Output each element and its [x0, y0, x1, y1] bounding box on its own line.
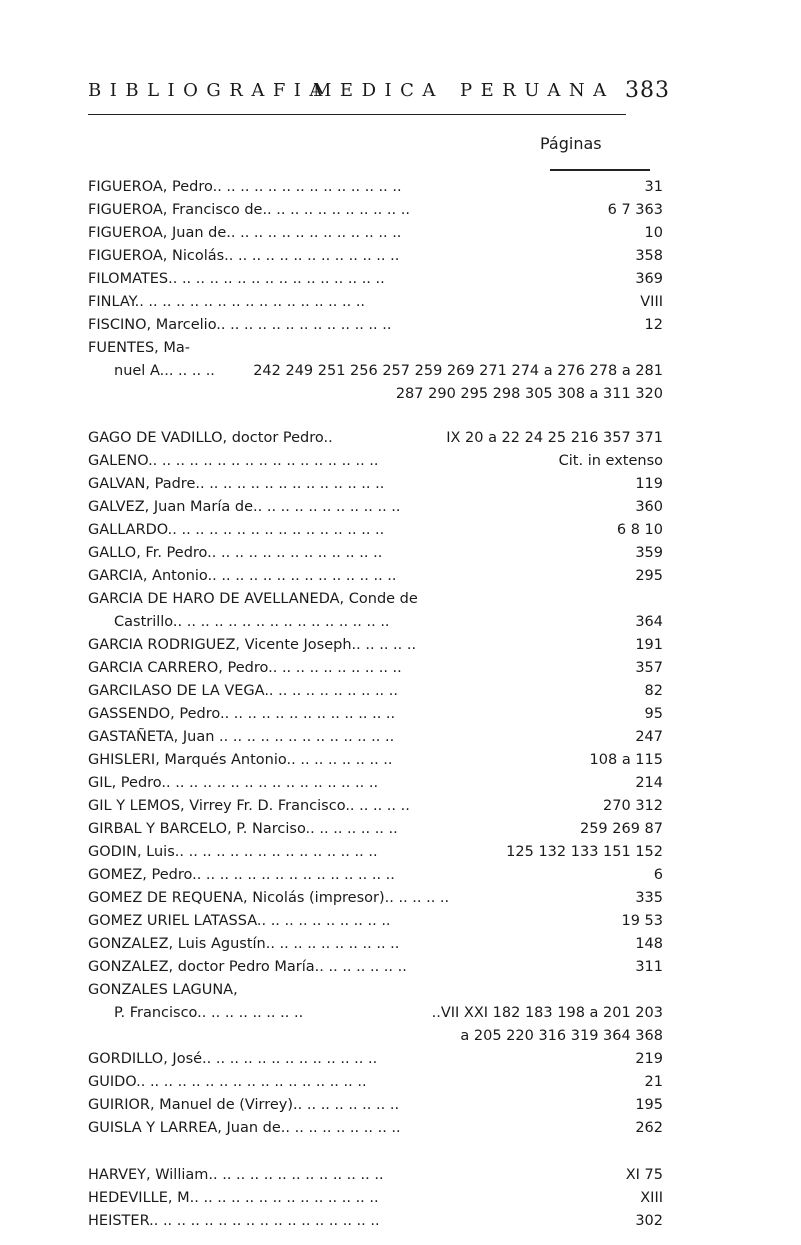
header-rule — [88, 114, 626, 115]
index-entry — [88, 268, 663, 291]
entry-pages: 12 — [644, 317, 663, 333]
index-entry — [88, 749, 663, 772]
index-entry — [88, 1210, 663, 1233]
entry-name: GORDILLO, José.. .. .. .. .. .. .. .. .. .. .. .. .. — [88, 1051, 378, 1067]
index-entry — [88, 1071, 663, 1094]
index-entry — [88, 542, 663, 565]
index-entry — [88, 473, 663, 496]
index-entry — [88, 519, 663, 542]
entry-name: FUENTES, Ma- — [88, 340, 191, 356]
entry-pages: 6 8 10 — [616, 522, 663, 538]
entry-name: GALLARDO.. .. .. .. .. .. .. .. .. .. .. .. .. .. .. .. — [88, 522, 385, 538]
entry-pages: 191 — [635, 637, 663, 653]
header-title-3: PERUANA — [460, 80, 615, 101]
entry-pages: 219 — [635, 1051, 663, 1067]
index-entry — [88, 657, 663, 680]
entry-name: GARCIA, Antonio.. .. .. .. .. .. .. .. .. .. .. .. .. .. — [88, 568, 397, 584]
entry-pages: 148 — [635, 936, 663, 952]
entry-name: GIL, Pedro.. .. .. .. .. .. .. .. .. .. .. .. .. .. .. .. — [88, 775, 379, 791]
entry-pages: 364 — [635, 614, 663, 630]
entry-pages: 287 290 295 298 305 308 a 311 320 — [395, 386, 663, 402]
entry-name: FISCINO, Marcelio.. .. .. .. .. .. .. .. .. .. .. .. .. — [88, 317, 392, 333]
index-entry — [88, 176, 663, 199]
entry-pages: XIII — [640, 1190, 663, 1206]
index-entry — [88, 588, 663, 611]
index-entry — [88, 337, 663, 360]
index-entry — [88, 291, 663, 314]
running-header — [88, 78, 670, 103]
entry-name: GONZALES LAGUNA, — [88, 982, 238, 998]
index-entry — [88, 795, 663, 818]
entry-pages: a 205 220 316 319 364 368 — [460, 1028, 663, 1044]
entry-pages: 357 — [635, 660, 663, 676]
index-group-f — [88, 176, 663, 406]
entry-pages: 10 — [644, 225, 663, 241]
entry-pages: 82 — [644, 683, 663, 699]
index-entry — [88, 979, 663, 1002]
entry-pages: 125 132 133 151 152 — [506, 844, 663, 860]
entry-name: GARCILASO DE LA VEGA.. .. .. .. .. .. .. .. .. .. — [88, 683, 398, 699]
index-entry — [88, 199, 663, 222]
index-group-g — [88, 427, 663, 1140]
entry-name: HEISTER.. .. .. .. .. .. .. .. .. .. .. .. .. .. .. .. .. — [88, 1213, 380, 1229]
entry-name: GODIN, Luis.. .. .. .. .. .. .. .. .. .. .. .. .. .. .. — [88, 844, 378, 860]
index-entry — [88, 887, 663, 910]
entry-pages: 195 — [635, 1097, 663, 1113]
index-entry — [88, 383, 663, 406]
entry-pages: 262 — [635, 1120, 663, 1136]
index-entry — [88, 703, 663, 726]
entry-pages: 108 a 115 — [589, 752, 663, 768]
entry-pages: 311 — [635, 959, 663, 975]
index-entry — [88, 496, 663, 519]
entry-name: GALLO, Fr. Pedro.. .. .. .. .. .. .. .. .. .. .. .. .. — [88, 545, 383, 561]
entry-name: nuel A... .. .. .. — [114, 363, 215, 379]
entry-name: HARVEY, William.. .. .. .. .. .. .. .. .. .. .. .. .. — [88, 1167, 384, 1183]
header-title-2: MEDICA — [313, 80, 444, 101]
entry-pages: 6 7 363 — [607, 202, 663, 218]
index-entry — [88, 1025, 663, 1048]
index-entry — [88, 1187, 663, 1210]
index-entry — [88, 1164, 663, 1187]
entry-pages: 259 269 87 — [579, 821, 663, 837]
page-number: 383 — [625, 78, 670, 103]
entry-pages: 247 — [635, 729, 663, 745]
index-entry — [88, 956, 663, 979]
index-entry — [88, 565, 663, 588]
entry-name: GIRBAL Y BARCELO, P. Narciso.. .. .. .. .. .. .. — [88, 821, 398, 837]
entry-pages: IX 20 a 22 24 25 216 357 371 — [446, 430, 663, 446]
index-entry — [88, 360, 663, 383]
index-entry — [88, 1002, 663, 1025]
index-entry — [88, 1048, 663, 1071]
entry-name: FIGUEROA, Juan de.. .. .. .. .. .. .. .. .. .. .. .. .. — [88, 225, 402, 241]
index-entry — [88, 680, 663, 703]
index-entry — [88, 1094, 663, 1117]
entry-name: FIGUEROA, Pedro.. .. .. .. .. .. .. .. .. .. .. .. .. .. — [88, 179, 402, 195]
entry-name: GASTAÑETA, Juan .. .. .. .. .. .. .. .. .. .. .. .. .. — [88, 729, 395, 745]
entry-name: GALENO.. .. .. .. .. .. .. .. .. .. .. .. .. .. .. .. .. — [88, 453, 379, 469]
entry-name: GALVEZ, Juan María de.. .. .. .. .. .. .. .. .. .. .. — [88, 499, 401, 515]
entry-name: GUISLA Y LARREA, Juan de.. .. .. .. .. .. .. .. .. — [88, 1120, 401, 1136]
entry-name: GHISLERI, Marqués Antonio.. .. .. .. .. .. .. .. — [88, 752, 393, 768]
entry-name: FIGUEROA, Francisco de.. .. .. .. .. .. .. .. .. .. .. — [88, 202, 410, 218]
entry-pages: 302 — [635, 1213, 663, 1229]
pages-column-heading: Páginas — [540, 134, 602, 153]
entry-name: GARCIA RODRIGUEZ, Vicente Joseph.. .. .. .. .. — [88, 637, 417, 653]
index-entry — [88, 933, 663, 956]
entry-name: P. Francisco.. .. .. .. .. .. .. .. — [114, 1005, 304, 1021]
entry-pages: 95 — [644, 706, 663, 722]
entry-pages: 358 — [635, 248, 663, 264]
index-entry — [88, 910, 663, 933]
entry-name: GOMEZ DE REQUENA, Nicolás (impresor).. .. .. .. .. — [88, 890, 450, 906]
index-entry — [88, 611, 663, 634]
index-entry — [88, 726, 663, 749]
entry-name: GALVAN, Padre.. .. .. .. .. .. .. .. .. .. .. .. .. .. — [88, 476, 385, 492]
entry-pages: 31 — [644, 179, 663, 195]
entry-name: Castrillo.. .. .. .. .. .. .. .. .. .. .. .. .. .. .. .. — [114, 614, 390, 630]
index-entry — [88, 818, 663, 841]
entry-pages: VIII — [640, 294, 663, 310]
entry-name: GOMEZ, Pedro.. .. .. .. .. .. .. .. .. .. .. .. .. .. .. — [88, 867, 395, 883]
entry-name: FINLAY.. .. .. .. .. .. .. .. .. .. .. .. .. .. .. .. .. — [88, 294, 366, 310]
index-entry — [88, 450, 663, 473]
entry-name: FIGUEROA, Nicolás.. .. .. .. .. .. .. .. .. .. .. .. .. — [88, 248, 400, 264]
entry-pages: 270 312 — [603, 798, 663, 814]
index-entry — [88, 222, 663, 245]
entry-name: GUIDO.. .. .. .. .. .. .. .. .. .. .. .. .. .. .. .. .. — [88, 1074, 367, 1090]
entry-pages: 369 — [635, 271, 663, 287]
index-entry — [88, 427, 663, 450]
index-entry — [88, 245, 663, 268]
entry-name: GAGO DE VADILLO, doctor Pedro.. — [88, 430, 333, 446]
entry-pages: XI 75 — [625, 1167, 663, 1183]
entry-pages: 242 249 251 256 257 259 269 271 274 a 276 278 a 281 — [253, 363, 663, 379]
entry-pages: 6 — [653, 867, 663, 883]
entry-pages: 21 — [644, 1074, 663, 1090]
entry-pages: 360 — [635, 499, 663, 515]
entry-pages: 359 — [635, 545, 663, 561]
index-entry — [88, 841, 663, 864]
entry-name: GARCIA DE HARO DE AVELLANEDA, Conde de — [88, 591, 418, 607]
index-entry — [88, 864, 663, 887]
entry-name: GIL Y LEMOS, Virrey Fr. D. Francisco.. .. .. .. .. — [88, 798, 410, 814]
index-group-h — [88, 1164, 663, 1233]
entry-pages: 295 — [635, 568, 663, 584]
index-entry — [88, 772, 663, 795]
entry-pages: Cit. in extenso — [558, 453, 663, 469]
entry-name: GUIRIOR, Manuel de (Virrey).. .. .. .. .. .. .. .. — [88, 1097, 400, 1113]
entry-name: FILOMATES.. .. .. .. .. .. .. .. .. .. .. .. .. .. .. .. — [88, 271, 385, 287]
index-entry — [88, 1117, 663, 1140]
entry-name: GONZALEZ, doctor Pedro María.. .. .. .. .. .. .. — [88, 959, 407, 975]
entry-pages: 214 — [635, 775, 663, 791]
entry-pages: 119 — [635, 476, 663, 492]
column-heading-rule — [550, 169, 650, 171]
header-title-1: BIBLIOGRAFIA — [88, 80, 331, 101]
entry-pages: 335 — [635, 890, 663, 906]
entry-name: GOMEZ URIEL LATASSA.. .. .. .. .. .. .. .. .. .. — [88, 913, 391, 929]
entry-name: GARCIA CARRERO, Pedro.. .. .. .. .. .. .. .. .. .. — [88, 660, 402, 676]
index-entry — [88, 634, 663, 657]
entry-pages: 19 53 — [621, 913, 663, 929]
entry-name: HEDEVILLE, M.. .. .. .. .. .. .. .. .. .. .. .. .. .. — [88, 1190, 379, 1206]
index-entry — [88, 314, 663, 337]
entry-pages: ..VII XXI 182 183 198 a 201 203 — [431, 1005, 663, 1021]
entry-name: GONZALEZ, Luis Agustín.. .. .. .. .. .. .. .. .. .. — [88, 936, 400, 952]
entry-name: GASSENDO, Pedro.. .. .. .. .. .. .. .. .. .. .. .. .. — [88, 706, 396, 722]
